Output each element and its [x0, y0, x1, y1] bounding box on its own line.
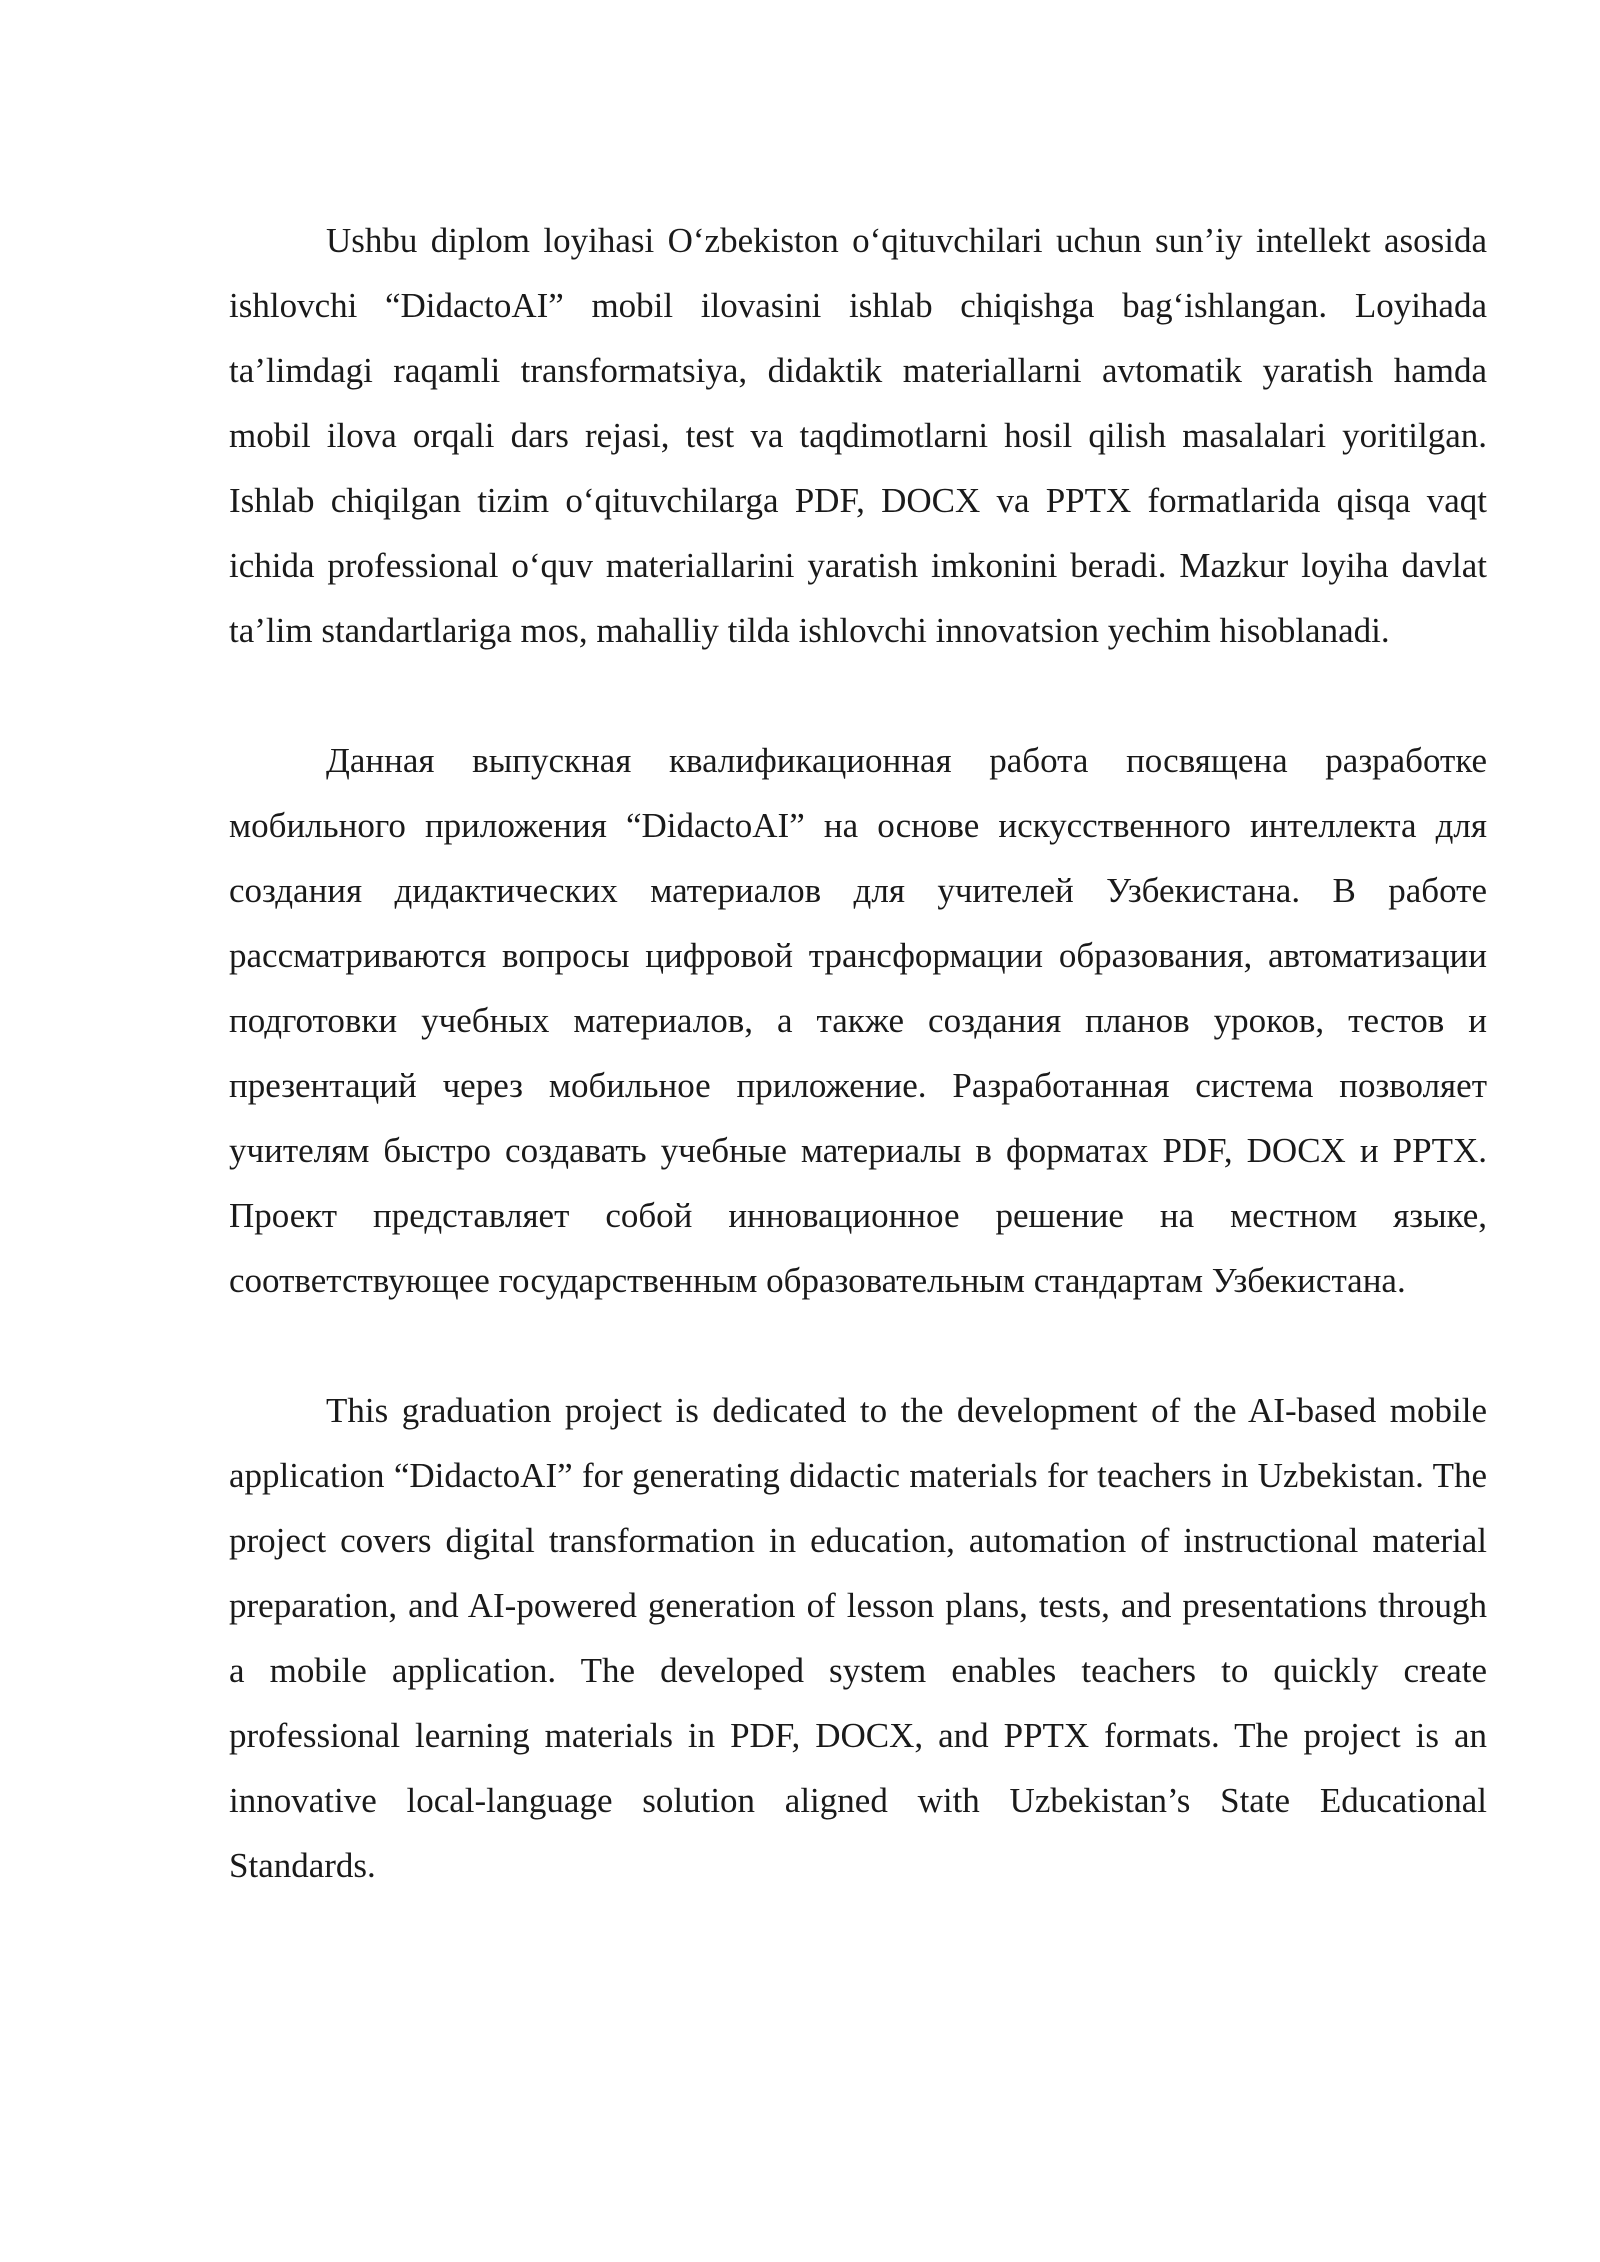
document-page — [229, 208, 1487, 1898]
abstract-russian-paragraph: Данная выпускная квалификационная работа посвящена разработке мобильного приложения “DidactoAI” на основе искусственного интеллекта для создания дидактических материалов для учителей Узбекистана. В работе рассматриваются вопросы цифровой трансформации образования, автоматизации подготовки учебных материалов, а также создания планов уроков, тестов и презентаций через мобильное приложение. Разработанная система позволяет учителям быстро создавать учебные материалы в форматах PDF, DOCX и PPTX. Проект представляет собой инновационное решение на местном языке, соответствующее государственным образовательным стандартам Узбекистана. — [229, 741, 1487, 1300]
abstract-uzbek-paragraph: Ushbu diplom loyihasi O‘zbekiston o‘qituvchilari uchun sun’iy intellekt asosida ishlovchi “DidactoAI” mobil ilovasini ishlab chiqishga bag‘ishlangan. Loyihada ta’limdagi raqamli transformatsiya, didaktik materiallarni avtomatik yaratish hamda mobil ilova orqali dars rejasi, test va taqdimotlarni hosil qilish masalalari yoritilgan. Ishlab chiqilgan tizim o‘qituvchilarga PDF, DOCX va PPTX formatlarida qisqa vaqt ichida professional o‘quv materiallarini yaratish imkonini beradi. Mazkur loyiha davlat ta’lim standartlariga mos, mahalliy tilda ishlovchi innovatsion yechim hisoblanadi. — [229, 221, 1487, 650]
abstract-english-paragraph: This graduation project is dedicated to the development of the AI-based mobile application “DidactoAI” for generating didactic materials for teachers in Uzbekistan. The project covers digital transformation in education, automation of instructional material preparation, and AI-powered generation of lesson plans, tests, and presentations through a mobile application. The developed system enables teachers to quickly create professional learning materials in PDF, DOCX, and PPTX formats. The project is an innovative local-language solution aligned with Uzbekistan’s State Educational Standards. — [229, 1391, 1487, 1885]
